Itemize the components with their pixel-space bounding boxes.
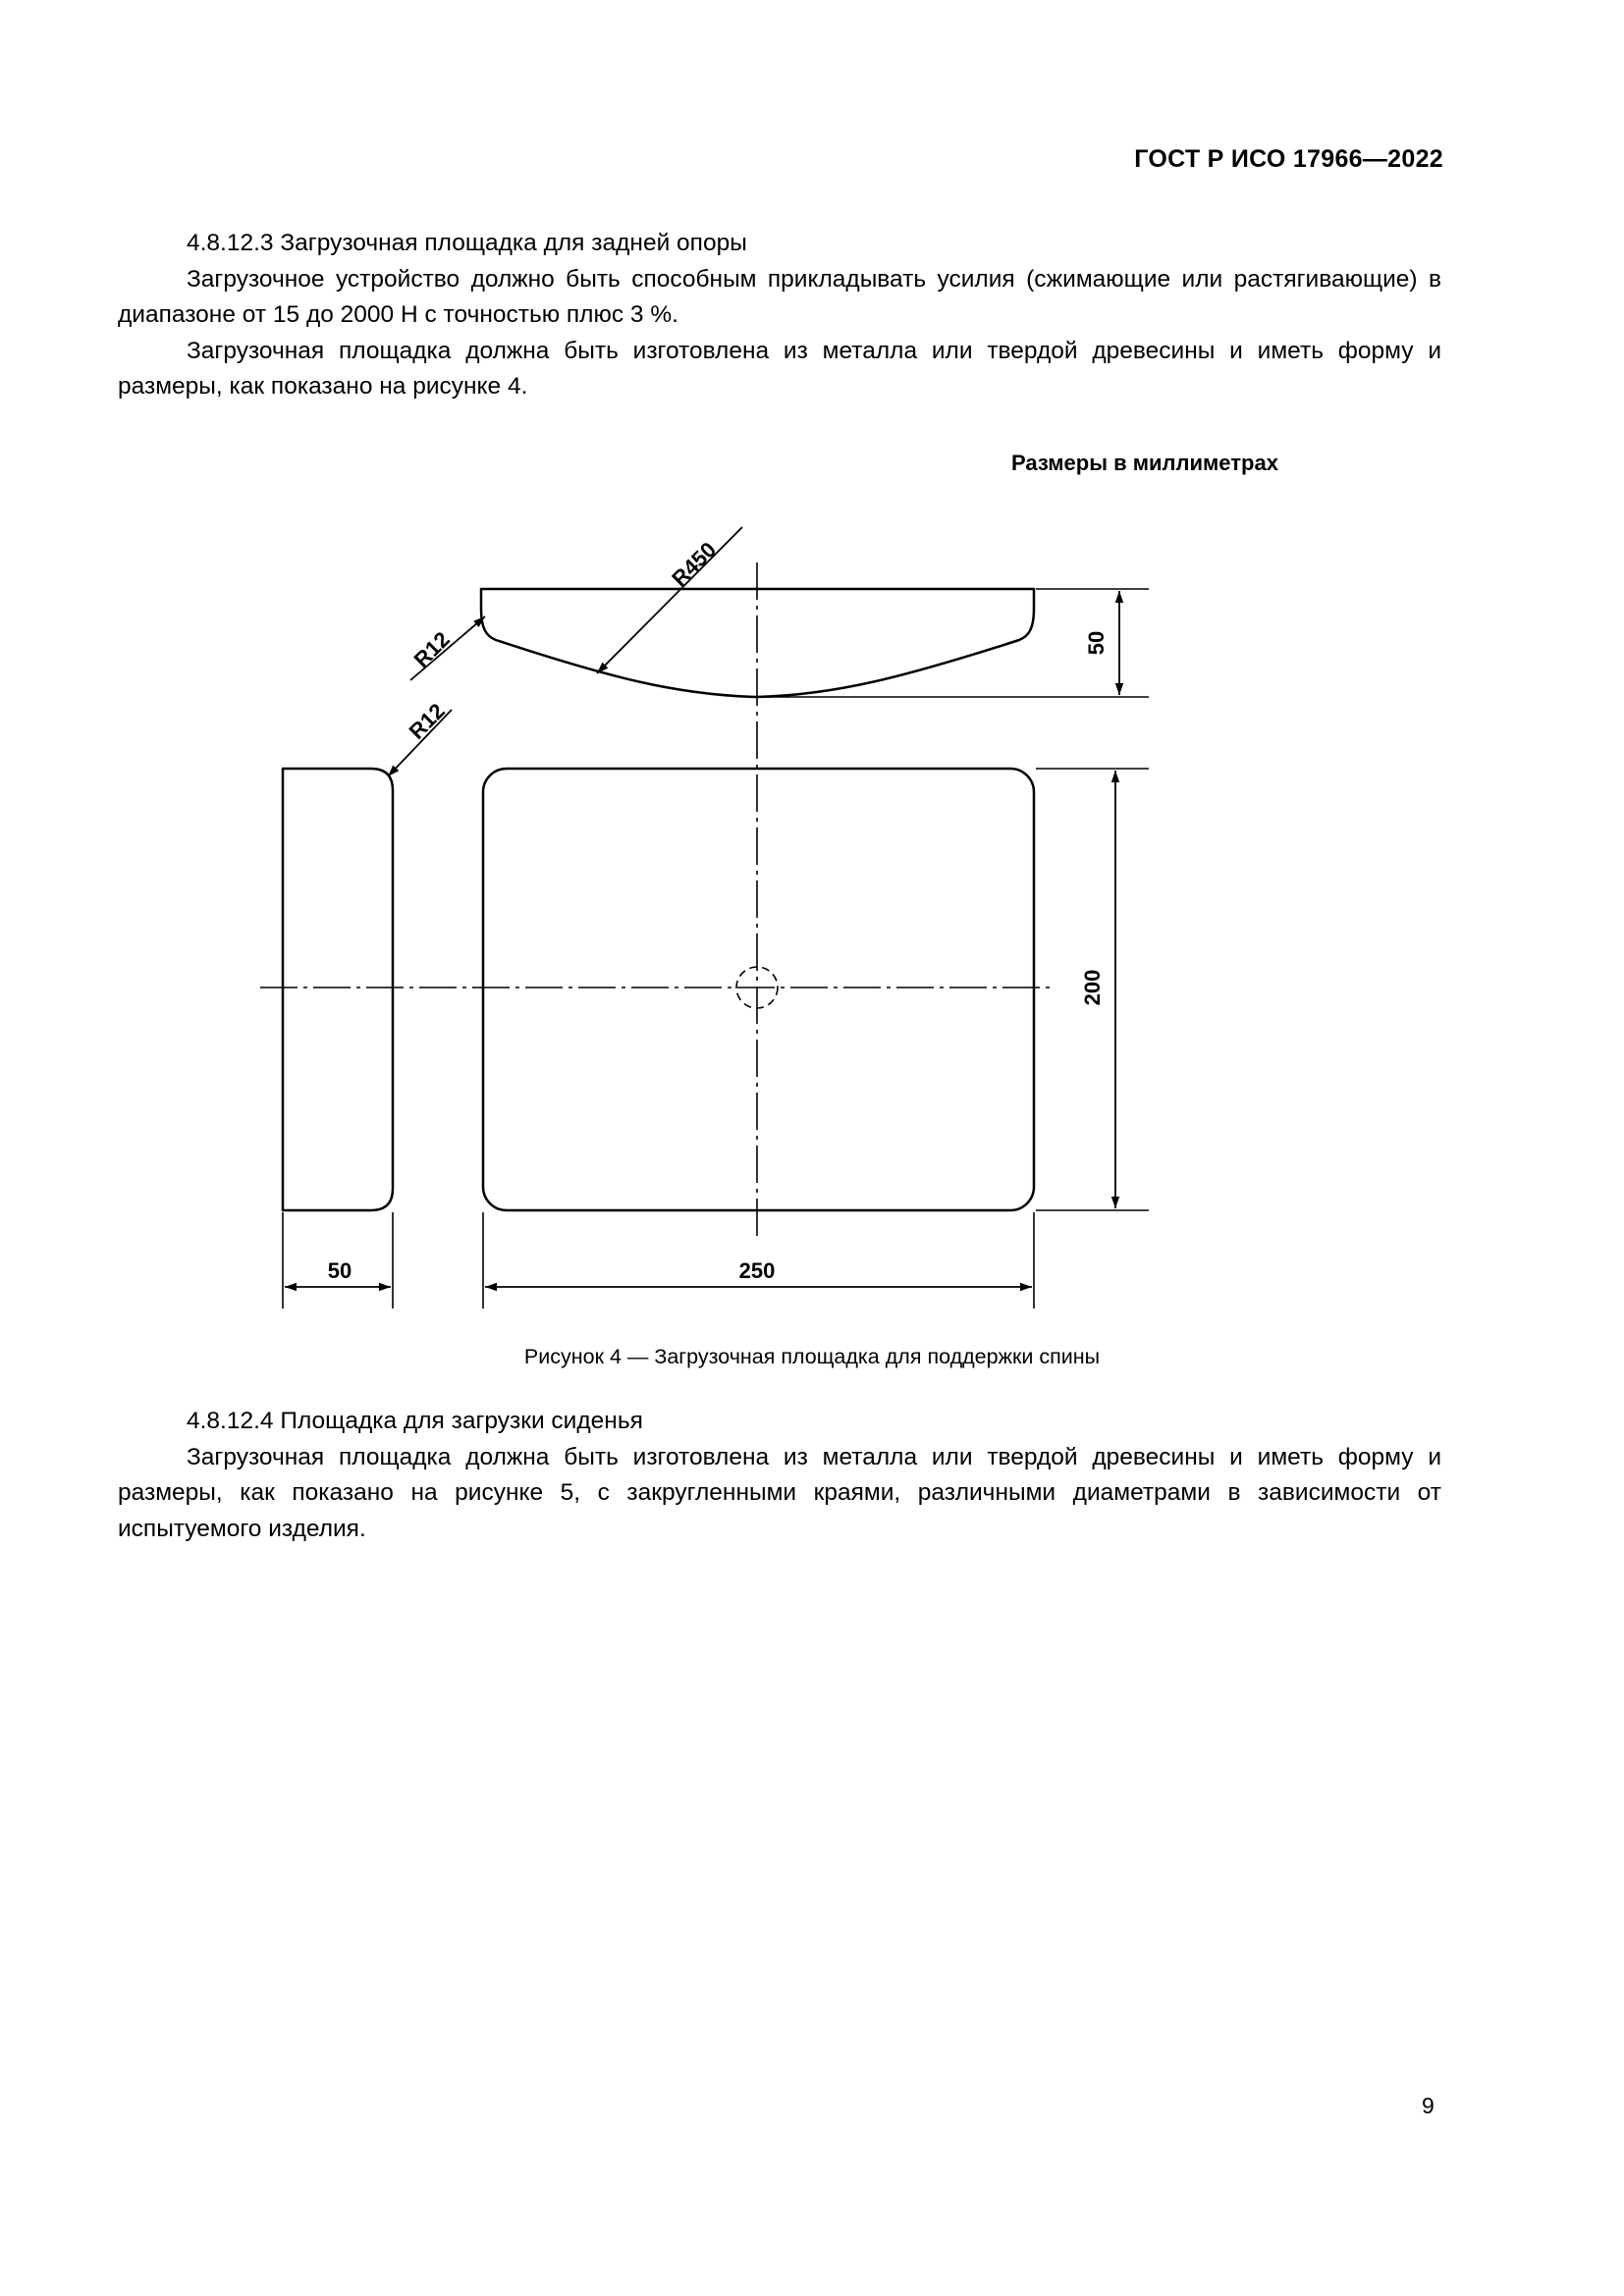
front-view-pad: [483, 769, 1034, 1210]
section-heading: 4.8.12.3 Загрузочная площадка для задней опоры: [187, 230, 747, 256]
paragraph: Загрузочная площадка должна быть изготовлена из металла или твердой древесины и иметь форму и размеры, как показано на рисунке 4.: [118, 337, 1441, 400]
r450-leader: [597, 527, 742, 673]
r12-top-label: R12: [408, 626, 455, 672]
paragraph: Загрузочная площадка должна быть изготовлена из металла или твердой древесины и иметь форму и размеры, как показано на рисунке 5, с закругленными краями, различными диаметрами в зависимости от испытуемого изделия.: [118, 1443, 1441, 1542]
r12-side-label: R12: [404, 698, 450, 744]
side-view-pad: [283, 769, 393, 1210]
figure-units-note: Размеры в миллиметрах: [1011, 451, 1278, 475]
dim-width-50-label: 50: [327, 1258, 352, 1283]
figure-caption: Рисунок 4 — Загрузочная площадка для поддержки спины: [523, 1345, 1101, 1368]
paragraph: Загрузочное устройство должно быть способным прикладывать усилия (сжимающие или растягивающие) в диапазоне от 15 до 2000 Н с точностью плюс 3 %.: [118, 265, 1441, 328]
page-number: 9: [1422, 2093, 1435, 2118]
section-heading: 4.8.12.4 Площадка для загрузки сиденья: [187, 1408, 643, 1434]
dim-height-200-label: 200: [1080, 969, 1105, 1006]
section-4-8-12-4: [118, 1404, 1441, 1547]
r450-label: R450: [667, 537, 722, 592]
document-header: ГОСТ Р ИСО 17966—2022: [1134, 145, 1443, 173]
dim-width-250-label: 250: [738, 1258, 776, 1283]
dim-height-50-label: 50: [1084, 630, 1109, 656]
